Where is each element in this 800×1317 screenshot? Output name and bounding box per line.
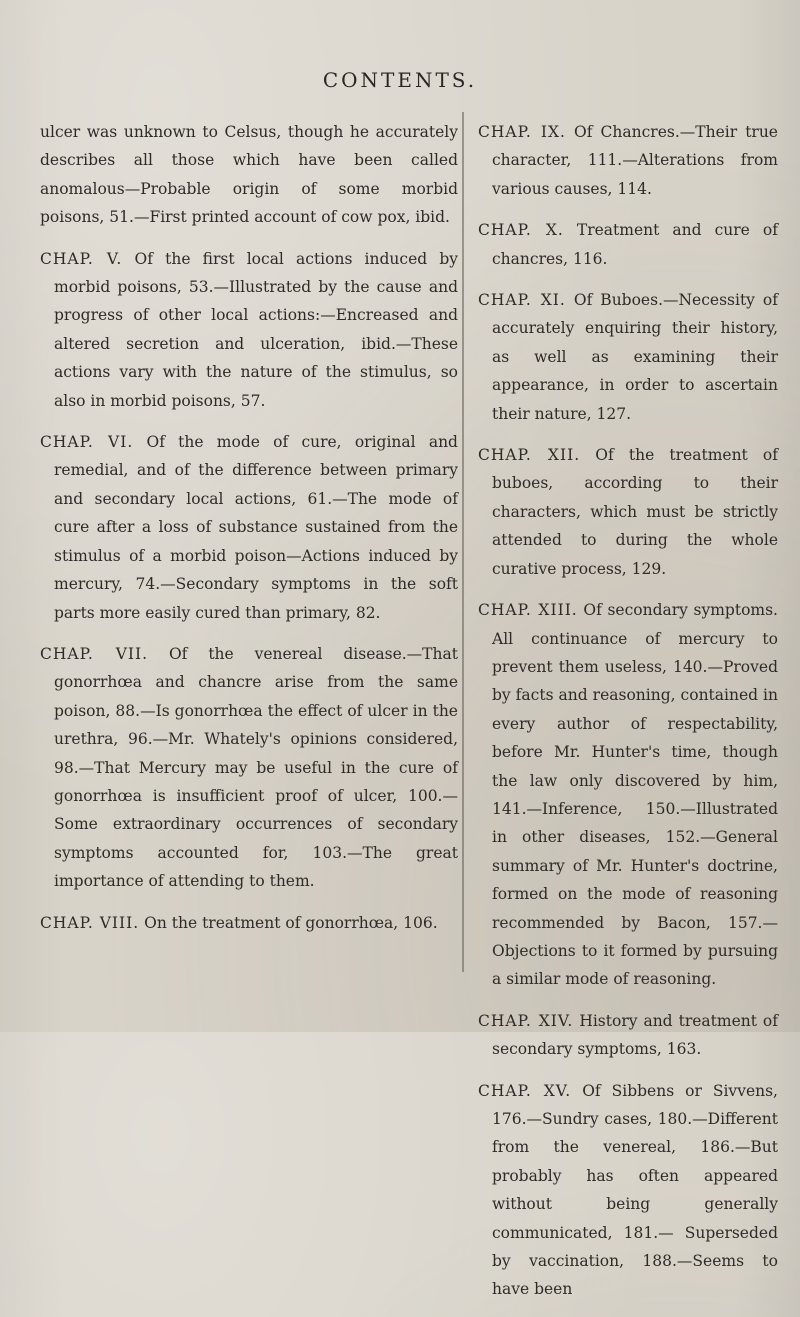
- entry-text: Of Chancres.—Their true character, 111.—Alterations from various causes, 114.: [492, 123, 778, 198]
- entry-text: Of the venereal disease.—That gonorrhœa and chancre arise from the same poison, 88.—Is gonorrhœa the effect of ulcer in the urethra, 96.—Mr. Whately's opinions considered, 98.—That Mercury may be useful in the cure of gonorrhœa is insufficient proof of ulcer, 100.—Some extraordinary occurrences of secondary symptoms accounted for, 103.—The great importance of attending to them.: [54, 644, 458, 891]
- chapter-entry-viii: [40, 909, 458, 937]
- chapter-entry-v: [40, 245, 458, 415]
- chapter-entry-xi: [478, 286, 778, 428]
- entry-text: Of Buboes.—Necessity of accurately enquiring their history, as well as examining their appearance, in order to ascertain their nature, 127.: [492, 291, 778, 423]
- chapter-label: CHAP. XIV.: [478, 1011, 574, 1030]
- chapter-entry-ix: [478, 118, 778, 203]
- chapter-label: CHAP. X.: [478, 221, 564, 240]
- chapter-entry-xii: [478, 441, 778, 583]
- left-column: [40, 118, 458, 950]
- chapter-entry-xiii: [478, 596, 778, 994]
- chapter-entry-vii: [40, 640, 458, 896]
- chapter-label: CHAP. XII.: [478, 446, 581, 465]
- chapter-label: CHAP. IX.: [478, 123, 566, 141]
- chapter-label: CHAP. VII.: [40, 644, 149, 663]
- chapter-label: CHAP. XV.: [478, 1081, 572, 1100]
- chapter-label: CHAP. V.: [40, 249, 123, 268]
- chapter-entry-vi: [40, 428, 458, 627]
- entry-text: Of Sibbens or Sivvens, 176.—Sundry cases, 180.—Different from the venereal, 186.—But probably has often appeared without being generally communicated, 181.— Superseded by vaccination, 188.—Seems to have been: [492, 1081, 778, 1299]
- entry-text: On the treatment of gonorrhœa, 106.: [144, 913, 438, 932]
- right-column: [478, 118, 778, 1317]
- chapter-entry-xiv: [478, 1007, 778, 1064]
- chapter-entry-xv: [478, 1077, 778, 1304]
- chapter-label: CHAP. XI.: [478, 291, 566, 310]
- entry-text: Of the first local actions induced by morbid poisons, 53.—Illustrated by the cause and progress of other local actions:—Encreased and altered secretion and ulceration, ibid.—These actions vary with the nature of the stimulus, so also in morbid poisons, 57.: [54, 249, 459, 410]
- chapter-entry-x: [478, 216, 778, 273]
- chapter-label: CHAP. VIII.: [40, 913, 140, 932]
- column-divider: [462, 112, 464, 972]
- chapter-label: CHAP. XIII.: [478, 601, 578, 620]
- entry-text: Of secondary symptoms. All continuance of mercury to prevent them useless, 140.—Proved by facts and reasoning, contained in every author of respectability, before Mr. Hunter's time, though the law only discovered by him, 141.—Inference, 150.—Illustrated in other diseases, 152.—General summary of Mr. Hunter's doctrine, formed on the mode of reasoning recommended by Bacon, 157.—Objections to it formed by pursuing a similar mode of reasoning.: [492, 601, 778, 989]
- page-header: [0, 68, 800, 92]
- entry-text: Of the treatment of buboes, according to their characters, which must be strictly attended to during the whole curative process, 129.: [492, 446, 778, 578]
- entry-text: Of the mode of cure, original and remedial, and of the difference between primary and secondary local actions, 61.—The mode of cure after a loss of substance sustained from the stimulus of a morbid poison—Actions induced by mercury, 74.—Secondary symptoms in the soft parts more easily cured than primary, 82.: [54, 433, 458, 622]
- entry-text: ulcer was unknown to Celsus, though he accurately describes all those which have been called anomalous—Probable origin of some morbid poisons, 51.—First printed account of cow pox, ibid.: [40, 123, 458, 227]
- chapter-label: CHAP. VI.: [40, 433, 134, 452]
- page-title: CONTENTS.: [322, 68, 478, 92]
- entry-text: Treatment and cure of chancres, 116.: [492, 221, 778, 268]
- entry-text: History and treatment of secondary symptoms, 163.: [492, 1011, 779, 1059]
- entry-continuation: [40, 118, 458, 232]
